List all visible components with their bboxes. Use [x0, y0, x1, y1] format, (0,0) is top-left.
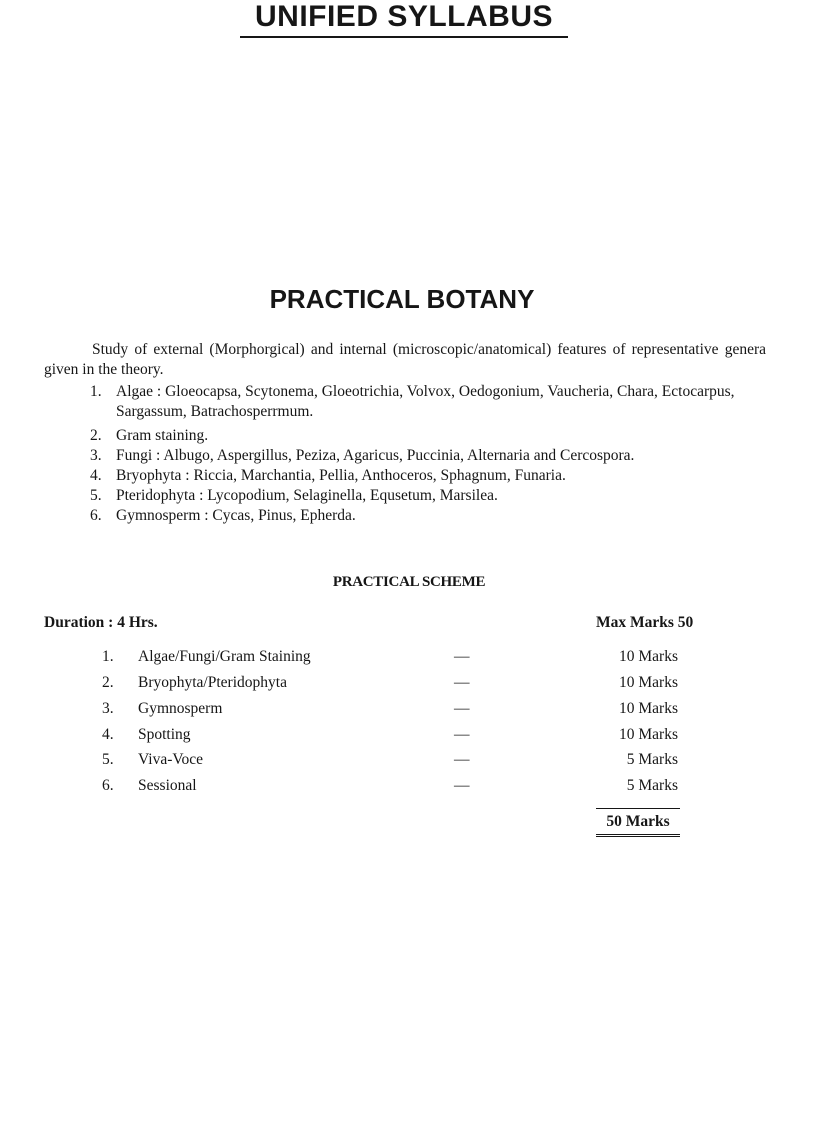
row-dash: —: [454, 700, 470, 717]
scheme-heading: PRACTICAL SCHEME: [332, 574, 486, 590]
row-number: 3.: [102, 700, 114, 717]
row-dash: —: [454, 648, 470, 665]
table-row: [0, 777, 818, 803]
row-number: 2.: [102, 674, 114, 691]
list-item-number: 1.: [90, 383, 102, 400]
table-row: [0, 648, 818, 674]
total-marks: 50 Marks: [596, 808, 680, 837]
row-dash: —: [454, 777, 470, 794]
list-item-number: 5.: [90, 487, 102, 504]
row-label: Gymnosperm: [138, 700, 223, 717]
row-marks: 5 Marks: [626, 777, 678, 794]
list-item: [90, 446, 766, 466]
duration-label: Duration : 4 Hrs.: [44, 614, 158, 631]
list-item-number: 4.: [90, 467, 102, 484]
row-dash: —: [454, 674, 470, 691]
list-item-text: Pteridophyta : Lycopodium, Selaginella, Equsetum, Marsilea.: [116, 487, 498, 504]
row-label: Spotting: [138, 726, 191, 743]
list-item-number: 3.: [90, 447, 102, 464]
list-item-text: Fungi : Albugo, Aspergillus, Peziza, Agaricus, Puccinia, Alternaria and Cercospora.: [116, 447, 635, 464]
row-marks: 10 Marks: [619, 700, 678, 717]
table-row: [0, 700, 818, 726]
list-item: [90, 466, 766, 486]
row-dash: —: [454, 726, 470, 743]
list-item: [90, 486, 766, 506]
row-label: Algae/Fungi/Gram Staining: [138, 648, 311, 665]
list-item-text: Bryophyta : Riccia, Marchantia, Pellia, Anthoceros, Sphagnum, Funaria.: [116, 467, 566, 484]
list-item-text: Gymnosperm : Cycas, Pinus, Epherda.: [116, 507, 356, 524]
row-label: Viva-Voce: [138, 751, 204, 768]
row-marks: 5 Marks: [626, 751, 678, 768]
list-item: [90, 506, 766, 526]
page-title: UNIFIED SYLLABUS: [240, 0, 568, 38]
syllabus-list: [90, 382, 766, 526]
row-dash: —: [454, 751, 470, 768]
row-number: 5.: [102, 751, 114, 768]
table-row: [0, 751, 818, 777]
max-marks-label: Max Marks 50: [596, 614, 694, 631]
row-label: Sessional: [138, 777, 197, 794]
row-number: 4.: [102, 726, 114, 743]
row-marks: 10 Marks: [619, 726, 678, 743]
table-row: [0, 674, 818, 700]
row-marks: 10 Marks: [619, 648, 678, 665]
list-item: [90, 382, 766, 422]
row-label: Bryophyta/Pteridophyta: [138, 674, 287, 691]
list-item: [90, 426, 766, 446]
intro-paragraph: [44, 340, 766, 380]
list-item-number: 2.: [90, 427, 102, 444]
row-marks: 10 Marks: [619, 674, 678, 691]
list-item-number: 6.: [90, 507, 102, 524]
list-item-text: Algae : Gloeocapsa, Scytonema, Gloeotrichia, Volvox, Oedogonium, Vaucheria, Chara, Ectocarpus, Sargassum, Batrachosperrmum.: [116, 383, 735, 420]
table-row: [0, 726, 818, 752]
page-subtitle: PRACTICAL BOTANY: [269, 284, 535, 314]
intro-text: Study of external (Morphorgical) and internal (microscopic/anatomical) features of representative genera given in the theory.: [44, 341, 766, 378]
row-number: 6.: [102, 777, 114, 794]
row-number: 1.: [102, 648, 114, 665]
list-item-text: Gram staining.: [116, 427, 209, 444]
